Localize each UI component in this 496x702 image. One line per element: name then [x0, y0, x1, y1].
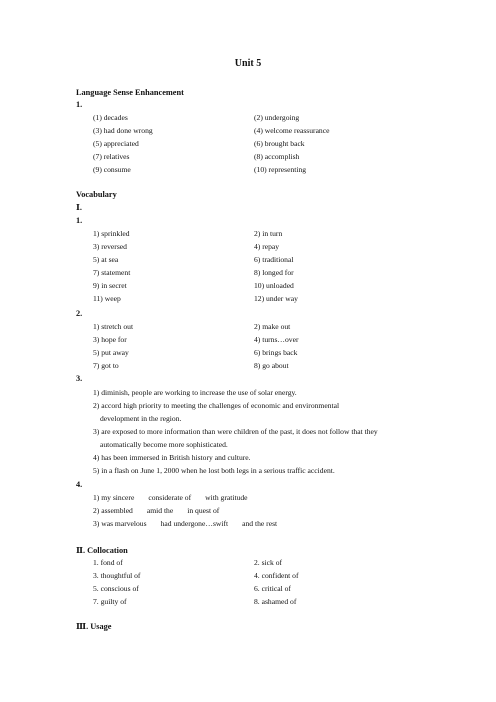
roman-numeral-1: Ⅰ.: [76, 203, 82, 212]
answer-sentence: 3) are exposed to more information than were children of the past, it does not follow that they: [93, 427, 378, 436]
answer-item: 6) traditional: [254, 255, 294, 264]
question-number-3: 3.: [76, 374, 83, 383]
answer-item: 4) turns…over: [254, 335, 299, 344]
answer-item: (1) decades: [93, 113, 128, 122]
answer-blanks-line: [93, 506, 219, 516]
answer-item: 8) longed for: [254, 268, 294, 277]
answer-item: 1) sprinkled: [93, 229, 130, 238]
answer-item: 2) make out: [254, 322, 291, 331]
answer-item: 4) repay: [254, 242, 280, 251]
answer-blank: amid the: [146, 506, 174, 515]
answer-sentence: 5) in a flash on June 1, 2000 when he lost both legs in a serious traffic accident.: [93, 466, 335, 475]
answer-item: (8) accomplish: [254, 152, 300, 161]
answer-item: 7) statement: [93, 268, 131, 277]
section-heading-vocabulary: Vocabulary: [76, 190, 117, 199]
answer-blank: with gratitude: [205, 493, 248, 502]
answer-item: (10) representing: [254, 165, 307, 174]
unit-title: Unit 5: [234, 58, 262, 69]
answer-item: 5. conscious of: [93, 584, 139, 593]
answer-item: 7. guilty of: [93, 597, 127, 606]
answer-item: 11) weep: [93, 294, 121, 303]
answer-item: (6) brought back: [254, 139, 305, 148]
answer-sentence: 2) accord high priority to meeting the challenges of economic and environmental: [93, 401, 340, 410]
section-heading-usage: Ⅲ. Usage: [76, 622, 112, 631]
answer-item: 7) got to: [93, 361, 119, 370]
answer-sentence: 4) has been immersed in British history and culture.: [93, 453, 251, 462]
answer-item: 5) at sea: [93, 255, 119, 264]
answer-blank: considerate of: [148, 493, 192, 502]
answer-item: 10) unloaded: [254, 281, 294, 290]
answer-blank: and the rest: [242, 519, 278, 528]
answer-blank: had undergone…swift: [160, 519, 229, 528]
answer-blank: 3) was marvelous: [93, 519, 147, 528]
answer-item: 6) brings back: [254, 348, 298, 357]
answer-blanks-line: [93, 493, 248, 503]
answer-item: 1) stretch out: [93, 322, 134, 331]
question-number-4: 4.: [76, 480, 83, 489]
answer-item: (2) undergoing: [254, 113, 300, 122]
answer-item: 3) reversed: [93, 242, 127, 251]
answer-blank: 1) my sincere: [93, 493, 135, 502]
answer-item: 9) in secret: [93, 281, 127, 290]
question-number-1: 1.: [76, 100, 83, 109]
answer-item: 1. fond of: [93, 558, 123, 567]
answer-sentence-continued: automatically become more sophisticated.: [100, 440, 228, 449]
answer-item: 3. thoughtful of: [93, 571, 141, 580]
answer-item: (7) relatives: [93, 152, 130, 161]
section-heading-collocation: Ⅱ. Collocation: [76, 546, 128, 555]
answer-item: 12) under way: [254, 294, 298, 303]
answer-blank: in quest of: [187, 506, 220, 515]
answer-item: (3) had done wrong: [93, 126, 153, 135]
question-number-2: 2.: [76, 309, 83, 318]
answer-blanks-line: [93, 519, 277, 529]
answer-item: (4) welcome reassurance: [254, 126, 330, 135]
answer-item: (5) appreciated: [93, 139, 139, 148]
answer-item: 6. critical of: [254, 584, 291, 593]
answer-item: 2. sick of: [254, 558, 283, 567]
answer-sentence: 1) diminish, people are working to increase the use of solar energy.: [93, 388, 297, 397]
answer-blank: 2) assembled: [93, 506, 133, 515]
answer-item: 5) put away: [93, 348, 129, 357]
answer-item: 3) hope for: [93, 335, 127, 344]
answer-item: 4. confident of: [254, 571, 299, 580]
answer-sentence-continued: development in the region.: [100, 414, 182, 423]
answer-item: 8. ashamed of: [254, 597, 297, 606]
answer-item: 8) go about: [254, 361, 289, 370]
answer-item: 2) in turn: [254, 229, 283, 238]
section-heading-language-sense: Language Sense Enhancement: [76, 88, 184, 97]
answer-item: (9) consume: [93, 165, 131, 174]
question-number-1: 1.: [76, 216, 83, 225]
